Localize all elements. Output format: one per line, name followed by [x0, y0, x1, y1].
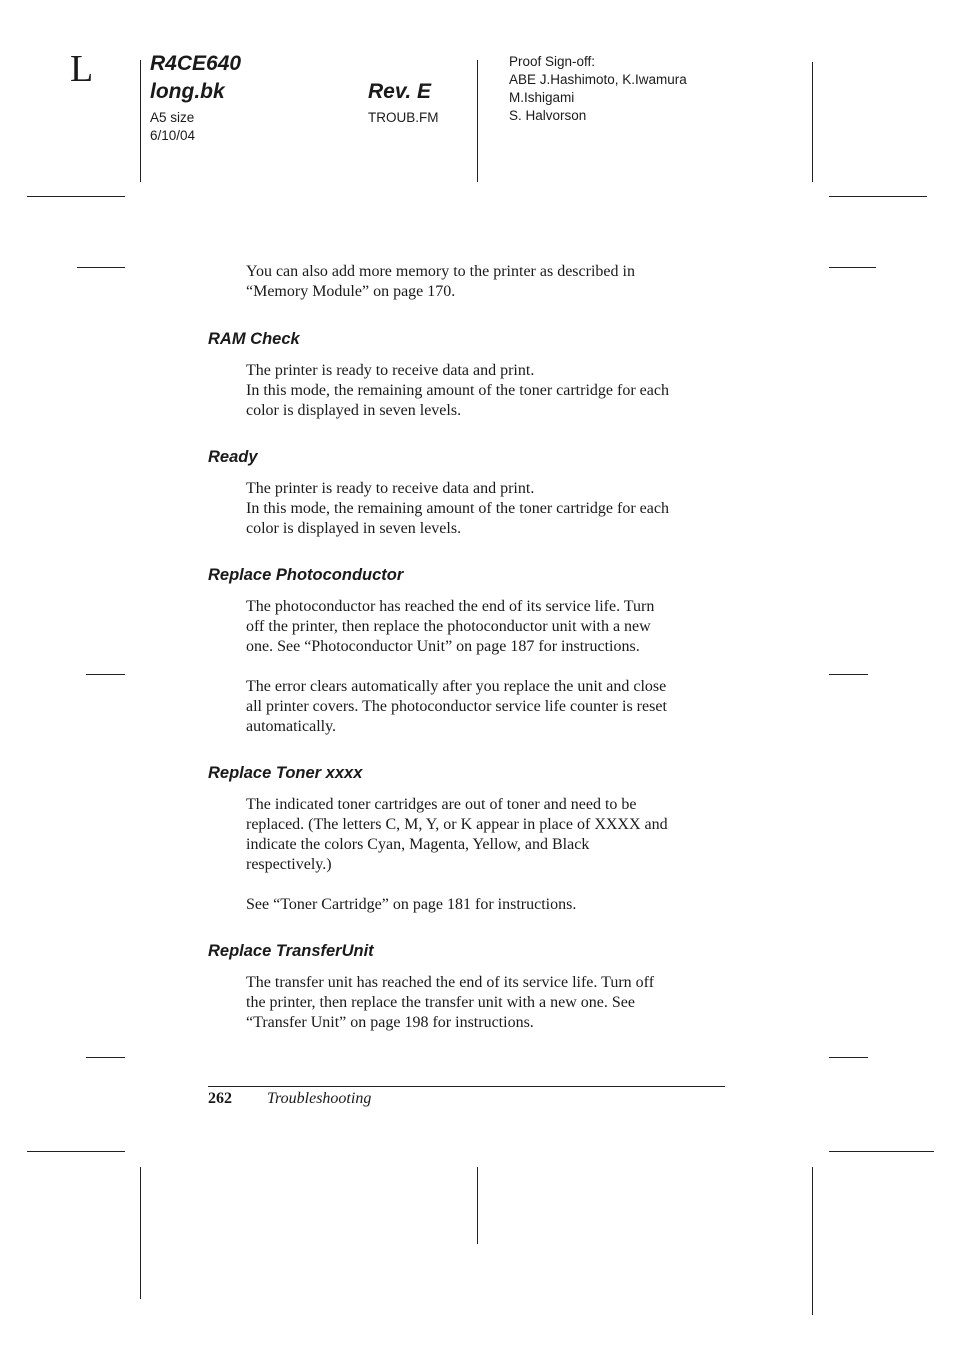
text-line: respectively.)	[246, 856, 332, 873]
text-line: one. See “Photoconductor Unit” on page 187 for instructions.	[246, 638, 640, 655]
text-line: You can also add more memory to the printer as described in	[246, 263, 635, 280]
crop-line	[27, 1151, 125, 1152]
text-line: The transfer unit has reached the end of its service life. Turn off	[246, 974, 655, 991]
crop-line	[140, 60, 141, 182]
crop-line	[829, 1151, 934, 1152]
proof-line: M.Ishigami	[509, 90, 575, 105]
text-line: The error clears automatically after you replace the unit and close	[246, 678, 667, 695]
section-heading: Replace Photoconductor	[208, 566, 404, 584]
text-line: the printer, then replace the transfer unit with a new one. See	[246, 994, 635, 1011]
text-line: The indicated toner cartridges are out of toner and need to be	[246, 796, 637, 813]
text-line: The printer is ready to receive data and print.	[246, 362, 535, 379]
main-content	[208, 262, 738, 1033]
text-line: In this mode, the remaining amount of the toner cartridge for each	[246, 500, 669, 517]
section-paragraph	[246, 795, 724, 875]
section-paragraph	[246, 479, 724, 539]
text-line: “Memory Module” on page 170.	[246, 283, 456, 300]
crop-line	[27, 196, 125, 197]
section-paragraph	[246, 895, 724, 915]
crop-line	[829, 267, 876, 268]
proof-line: Proof Sign-off:	[509, 54, 596, 69]
page-number: 262	[208, 1090, 232, 1107]
text-line: automatically.	[246, 718, 337, 735]
section-heading: RAM Check	[208, 330, 300, 348]
proof-signoff	[509, 53, 687, 125]
section-heading: Replace TransferUnit	[208, 942, 374, 960]
page-size: A5 size	[150, 110, 195, 125]
crop-line	[86, 674, 125, 675]
crop-line	[477, 1167, 478, 1244]
chapter-title: Troubleshooting	[267, 1090, 372, 1107]
doc-code: R4CE640	[150, 52, 242, 75]
text-line: The photoconductor has reached the end of its service life. Turn	[246, 598, 655, 615]
section-paragraph	[246, 677, 724, 737]
section-paragraph	[246, 973, 724, 1033]
text-line: See “Toner Cartridge” on page 181 for instructions.	[246, 896, 577, 913]
crop-line	[140, 1167, 141, 1299]
crop-line	[829, 674, 868, 675]
section-paragraph	[246, 597, 724, 657]
text-line: all printer covers. The photoconductor service life counter is reset	[246, 698, 667, 715]
crop-line	[86, 1057, 125, 1058]
text-line: replaced. (The letters C, M, Y, or K appear in place of XXXX and	[246, 816, 668, 833]
text-line: color is displayed in seven levels.	[246, 402, 462, 419]
book-name: long.bk	[150, 80, 225, 103]
text-line: “Transfer Unit” on page 198 for instructions.	[246, 1014, 534, 1031]
text-line: The printer is ready to receive data and print.	[246, 480, 535, 497]
doc-date: 6/10/04	[150, 128, 196, 143]
revision: Rev. E	[368, 80, 432, 103]
crop-line	[77, 267, 125, 268]
section-heading: Replace Toner xxxx	[208, 764, 363, 782]
crop-line	[829, 196, 927, 197]
crop-line	[477, 60, 478, 182]
footer-rule	[208, 1086, 725, 1087]
section-paragraph	[246, 361, 724, 421]
crop-line	[812, 1167, 813, 1315]
section-heading: Ready	[208, 448, 258, 466]
text-line: off the printer, then replace the photoconductor unit with a new	[246, 618, 651, 635]
crop-line	[829, 1057, 868, 1058]
intro-paragraph	[246, 262, 724, 302]
proof-line: ABE J.Hashimoto, K.Iwamura	[509, 72, 687, 87]
crop-line	[812, 62, 813, 182]
proof-line: S. Halvorson	[509, 108, 587, 123]
corner-letter: L	[70, 48, 94, 90]
file-name: TROUB.FM	[368, 110, 439, 125]
text-line: color is displayed in seven levels.	[246, 520, 462, 537]
text-line: In this mode, the remaining amount of the toner cartridge for each	[246, 382, 669, 399]
text-line: indicate the colors Cyan, Magenta, Yellow, and Black	[246, 836, 590, 853]
